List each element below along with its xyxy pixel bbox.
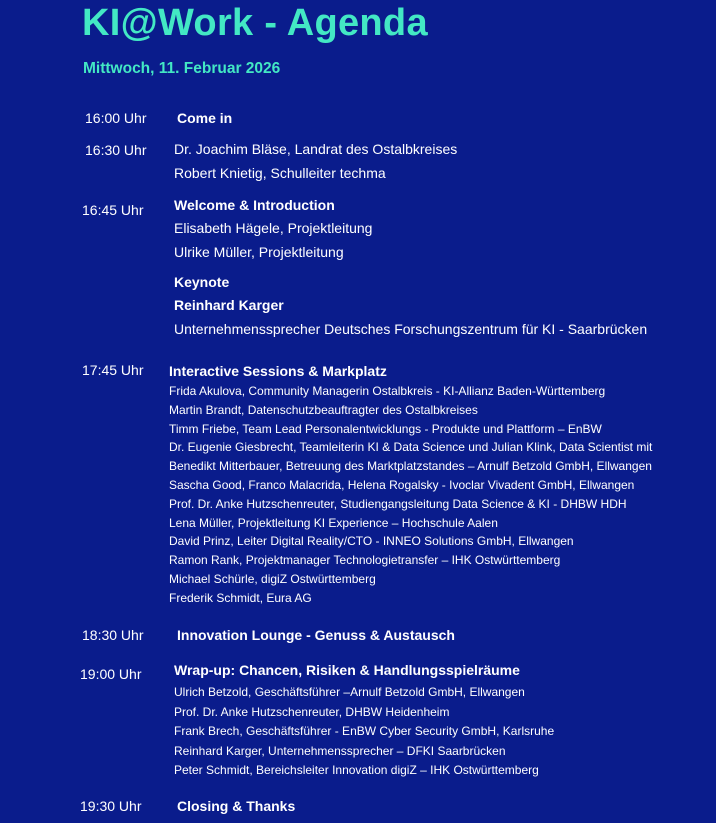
speaker-list bbox=[174, 683, 554, 781]
speaker-line: Martin Brandt, Datenschutzbeauftragter des Ostalbkreises bbox=[169, 402, 478, 417]
speaker-line: Frank Brech, Geschäftsführer - EnBW Cyber Security GmbH, Karlsruhe bbox=[174, 724, 555, 739]
session-heading: Wrap-up: Chancen, Risiken & Handlungsspielräume bbox=[174, 662, 520, 678]
page-title: KI@Work - Agenda bbox=[82, 2, 428, 44]
speaker-line: Elisabeth Hägele, Projektleitung bbox=[174, 220, 373, 236]
session-heading: Keynote bbox=[174, 274, 230, 290]
time-label: 16:45 Uhr bbox=[82, 202, 144, 218]
speaker-line: David Prinz, Leiter Digital Reality/CTO - INNEO Solutions GmbH, Ellwangen bbox=[169, 534, 574, 549]
time-label: 16:30 Uhr bbox=[85, 142, 147, 158]
speaker-line: Lena Müller, Projektleitung KI Experience – Hochschule Aalen bbox=[169, 515, 498, 530]
session-heading: Innovation Lounge - Genuss & Austausch bbox=[177, 627, 455, 643]
session-heading: Welcome & Introduction bbox=[174, 197, 335, 213]
session-heading: Come in bbox=[177, 110, 233, 126]
speaker-line: Dr. Eugenie Giesbrecht, Teamleiterin KI & Data Science und Julian Klink, Data Scientist mit bbox=[169, 440, 653, 455]
speaker-line: Ulrich Betzold, Geschäftsführer –Arnulf Betzold GmbH, Ellwangen bbox=[174, 685, 525, 699]
speaker-line: Frida Akulova, Community Managerin Ostalbkreis - KI-Allianz Baden-Württemberg bbox=[169, 384, 606, 398]
speaker-line: Robert Knietig, Schulleiter techma bbox=[174, 165, 386, 181]
speaker-line: Ulrike Müller, Projektleitung bbox=[174, 244, 344, 260]
speaker-line: Unternehmenssprecher Deutsches Forschungszentrum für KI - Saarbrücken bbox=[174, 321, 648, 337]
session-heading: Interactive Sessions & Markplatz bbox=[169, 363, 387, 379]
speaker-line: Benedikt Mitterbauer, Betreuung des Marktplatzstandes – Arnulf Betzold GmbH, Ellwangen bbox=[169, 459, 652, 474]
speaker-line: Reinhard Karger, Unternehmenssprecher – DFKI Saarbrücken bbox=[174, 743, 506, 758]
session-heading: Closing & Thanks bbox=[177, 798, 296, 814]
speaker-line: Prof. Dr. Anke Hutzschenreuter, DHBW Heidenheim bbox=[174, 704, 450, 719]
speaker-line: Dr. Joachim Bläse, Landrat des Ostalbkreises bbox=[174, 141, 458, 157]
speaker-list bbox=[169, 382, 652, 608]
speaker-line: Ramon Rank, Projektmanager Technologietransfer – IHK Ostwürttemberg bbox=[169, 553, 561, 568]
time-label: 19:30 Uhr bbox=[80, 798, 142, 814]
time-label: 16:00 Uhr bbox=[85, 110, 147, 126]
session-subheading: Reinhard Karger bbox=[174, 297, 284, 313]
speaker-line: Frederik Schmidt, Eura AG bbox=[169, 590, 312, 605]
time-label: 18:30 Uhr bbox=[82, 627, 144, 643]
speaker-line: Timm Friebe, Team Lead Personalentwicklungs - Produkte und Plattform – EnBW bbox=[169, 421, 602, 436]
speaker-line: Prof. Dr. Anke Hutzschenreuter, Studiengangsleitung Data Science & KI - DHBW HDH bbox=[169, 496, 627, 511]
time-label: 19:00 Uhr bbox=[80, 666, 142, 682]
speaker-line: Michael Schürle, digiZ Ostwürttemberg bbox=[169, 571, 376, 586]
time-label: 17:45 Uhr bbox=[82, 362, 144, 378]
event-date: Mittwoch, 11. Februar 2026 bbox=[83, 60, 281, 77]
speaker-line: Sascha Good, Franco Malacrida, Helena Rogalsky - Ivoclar Vivadent GmbH, Ellwangen bbox=[169, 477, 635, 492]
speaker-line: Peter Schmidt, Bereichsleiter Innovation digiZ – IHK Ostwürttemberg bbox=[174, 763, 539, 778]
